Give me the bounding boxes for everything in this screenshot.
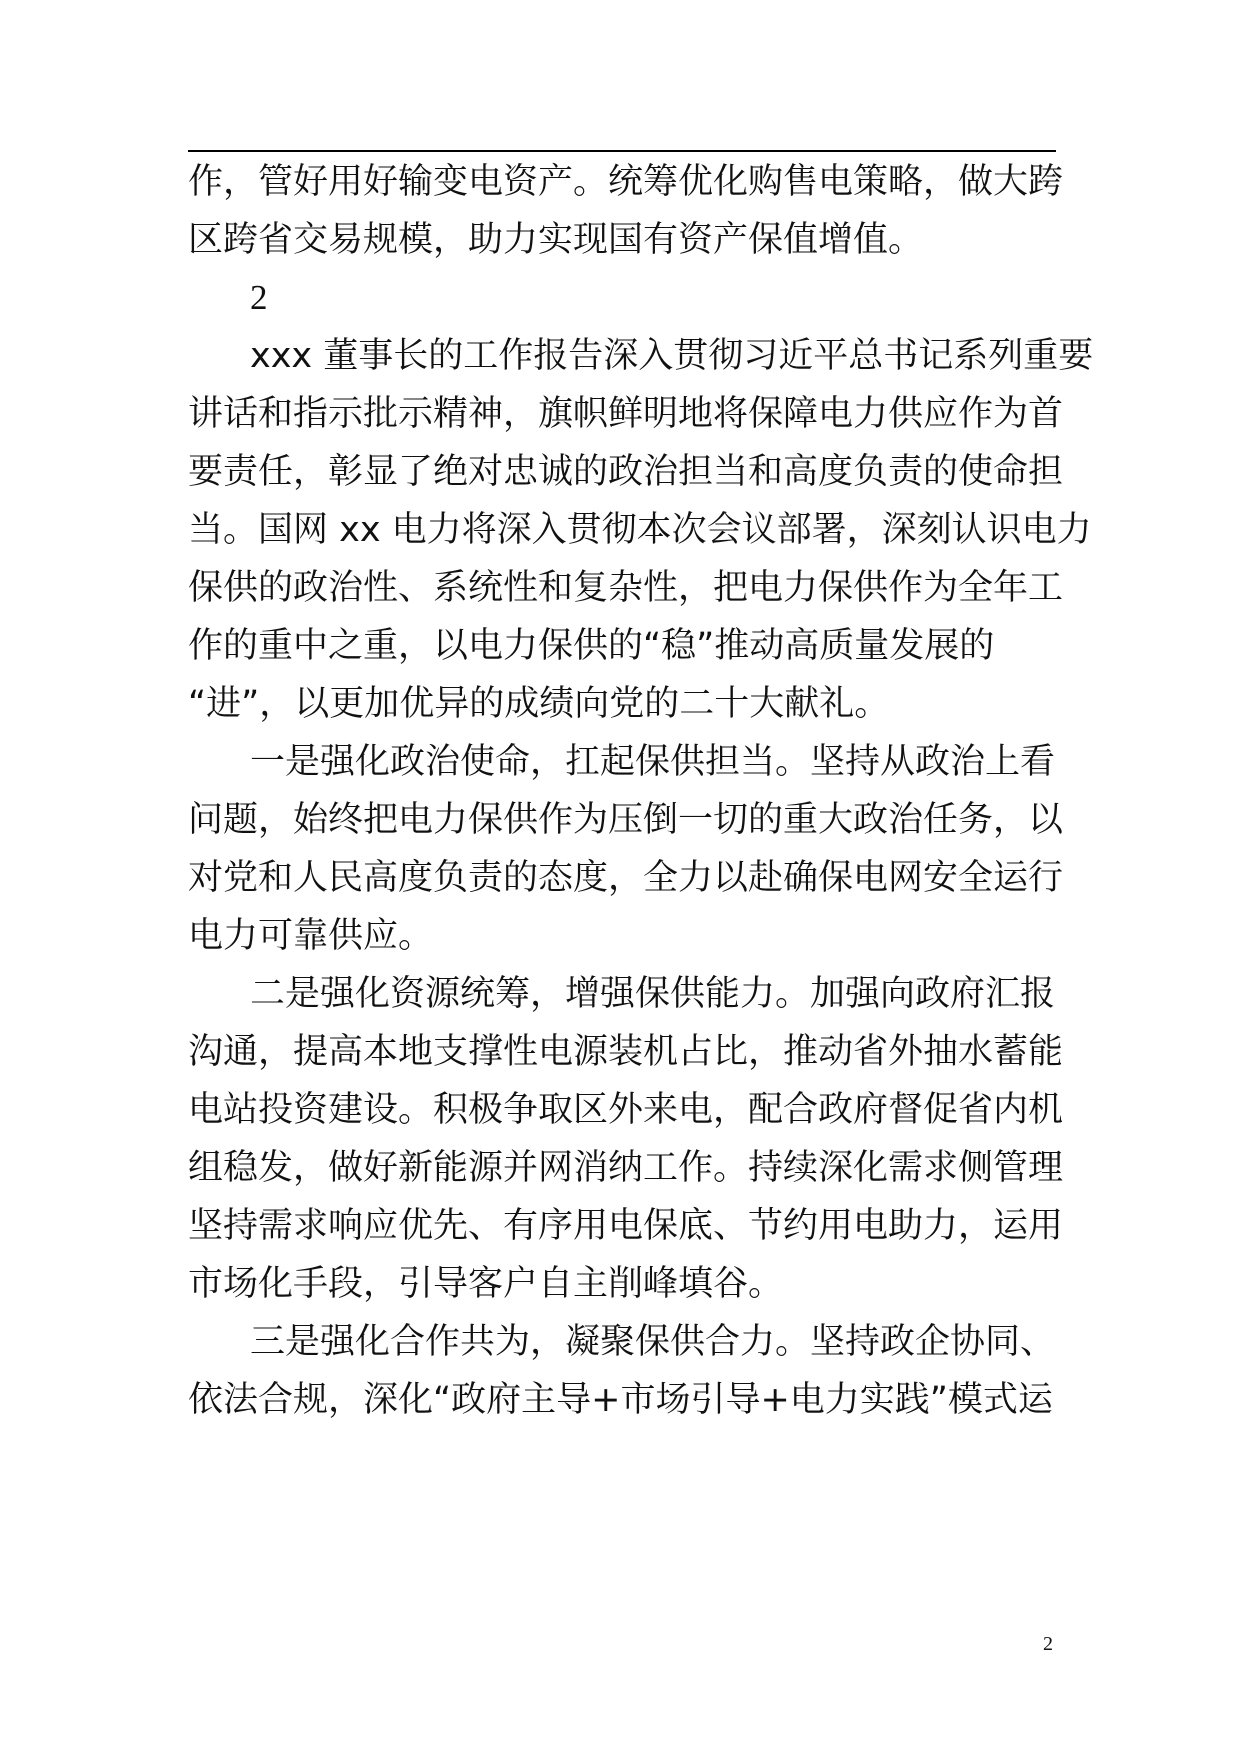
text-line: 当。国网 xx 电力将深入贯彻本次会议部署，深刻认识电力 <box>188 510 1092 550</box>
text-line: 作，管好用好输变电资产。统筹优化购售电策略，做大跨 <box>188 162 1064 202</box>
text-line: 依法合规，深化“政府主导+市场引导+电力实践”模式运 <box>188 1380 1053 1420</box>
text-line: 市场化手段，引导客户自主削峰填谷。 <box>188 1264 784 1304</box>
page-number: 2 <box>1043 1633 1053 1655</box>
text-line: 区跨省交易规模，助力实现国有资产保值增值。 <box>188 220 924 260</box>
text-line: 保供的政治性、系统性和复杂性，把电力保供作为全年工 <box>188 568 1064 608</box>
text-line: 坚持需求响应优先、有序用电保底、节约用电助力，运用 <box>188 1206 1064 1246</box>
text-line: 一是强化政治使命，扛起保供担当。坚持从政治上看 <box>250 742 1056 782</box>
text-line: 组稳发，做好新能源并网消纳工作。持续深化需求侧管理 <box>188 1148 1064 1188</box>
text-line: 电站投资建设。积极争取区外来电，配合政府督促省内机 <box>188 1090 1064 1130</box>
text-line: 二是强化资源统筹，增强保供能力。加强向政府汇报 <box>250 974 1056 1014</box>
text-line: “进”，以更加优异的成绩向党的二十大献礼。 <box>188 684 890 724</box>
text-line: 问题，始终把电力保供作为压倒一切的重大政治任务，以 <box>188 800 1064 840</box>
section-number: 2 <box>250 278 268 317</box>
text-line: 讲话和指示批示精神，旗帜鲜明地将保障电力供应作为首 <box>188 394 1064 434</box>
text-line: 电力可靠供应。 <box>188 916 434 956</box>
text-line: 作的重中之重，以电力保供的“稳”推动高质量发展的 <box>188 626 995 666</box>
text-line: 对党和人民高度负责的态度，全力以赴确保电网安全运行 <box>188 858 1064 898</box>
text-line: 要责任，彰显了绝对忠诚的政治担当和高度负责的使命担 <box>188 452 1064 492</box>
text-line: 三是强化合作共为，凝聚保供合力。坚持政企协同、 <box>250 1322 1056 1362</box>
text-line: xxx 董事长的工作报告深入贯彻习近平总书记系列重要 <box>250 336 1094 376</box>
text-line: 沟通，提高本地支撑性电源装机占比，推动省外抽水蓄能 <box>188 1032 1064 1072</box>
header-rule <box>188 150 1056 152</box>
